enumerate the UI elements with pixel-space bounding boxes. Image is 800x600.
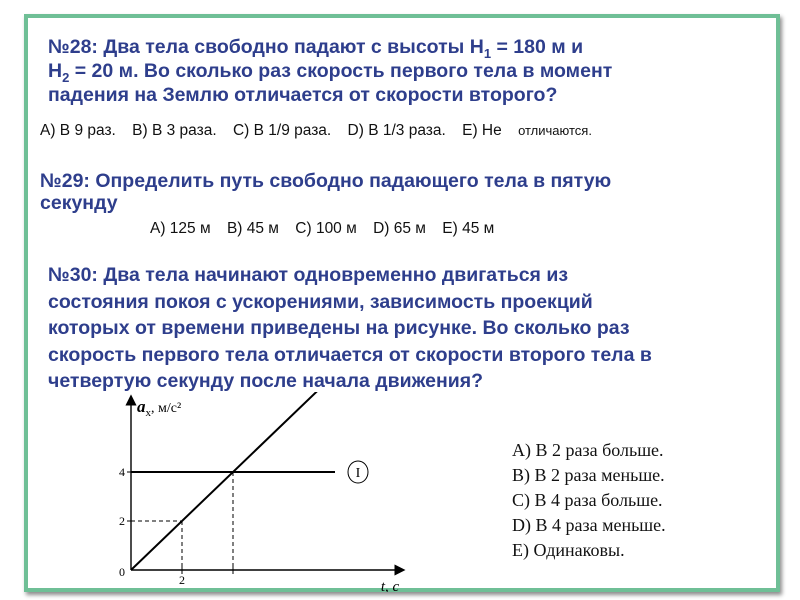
q28-line2-start: H — [48, 60, 63, 82]
q29-option-e: Е) 45 м — [442, 220, 495, 237]
q30-line5: четвертую секунду после начала движения? — [48, 370, 484, 392]
q28-h1-subscript: 1 — [483, 46, 492, 61]
y-axis-label: $a_x^{, м/с^2}$ — [137, 397, 182, 419]
q28-line1-end: = 180 м и — [491, 36, 584, 58]
q30-line3: которых от времени приведены на рисунке. Во сколько раз — [48, 317, 630, 339]
q28-option-a: А) В 9 раз. — [40, 122, 116, 139]
q30-answer-e: Е) Одинаковы. — [512, 540, 625, 560]
q30-text — [48, 262, 652, 395]
q30-answers — [512, 438, 666, 563]
acceleration-graph — [100, 392, 430, 592]
series-label-I: I — [355, 466, 361, 481]
q28-line1-start: №28: Два тела свободно падают с высоты H — [48, 36, 484, 58]
q30-answer-c: С) В 4 раза больше. — [512, 490, 663, 510]
q29-line1: №29: Определить путь свободно падающего тела в пятую — [40, 170, 612, 192]
q28-option-e-end: отличаются. — [518, 123, 592, 138]
q28-option-e-start: Е) Не — [462, 122, 507, 139]
q28-option-d: D) В 1/3 раза. — [347, 122, 446, 139]
q28-option-c: С) В 1/9 раза. — [232, 122, 332, 139]
q28-options — [40, 122, 592, 140]
y-tick-label-4: 4 — [119, 465, 125, 479]
q28-text — [48, 36, 612, 106]
q30-answer-d: D) В 4 раза меньше. — [512, 515, 666, 535]
origin-label: 0 — [119, 565, 125, 579]
q30-answer-b: В) В 2 раза меньше. — [512, 465, 665, 485]
q29-line2: секунду — [40, 192, 118, 214]
q30-line4: скорость первого тела отличается от скорости второго тела в — [48, 343, 652, 366]
q30-line2: состояния покоя с ускорениями, зависимость проекций — [48, 290, 593, 313]
y-tick-label-2: 2 — [119, 514, 125, 528]
q28-option-b: В) В 3 раза. — [132, 122, 217, 139]
q29-text — [40, 170, 611, 214]
q28-line2-end: = 20 м. Во сколько раз скорость первого тела в момент — [69, 60, 613, 82]
q30-line1: №30: Два тела начинают одновременно двигаться из — [48, 264, 569, 286]
q28-option-e — [462, 122, 592, 139]
q30-answer-a: А) В 2 раза больше. — [512, 440, 664, 460]
q28-line3: падения на Землю отличается от скорости второго? — [48, 84, 558, 106]
q29-option-c: С) 100 м — [295, 220, 357, 237]
q29-option-d: D) 65 м — [373, 220, 426, 237]
q28-h2-subscript: 2 — [62, 70, 70, 85]
q29-option-a: А) 125 м — [150, 220, 211, 237]
series-line-II — [131, 392, 325, 570]
q29-option-b: В) 45 м — [226, 220, 279, 237]
q29-options — [150, 220, 494, 238]
x-axis-label: t, с — [380, 579, 400, 592]
x-tick-label-2: 2 — [179, 573, 185, 587]
